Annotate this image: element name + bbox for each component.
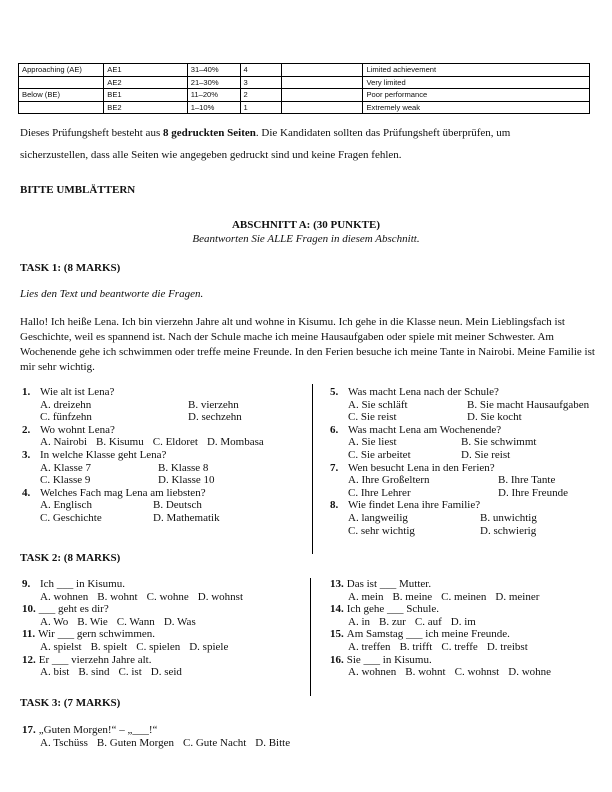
answer-options [330, 411, 610, 424]
answer-option[interactable]: A. Tschüss [40, 736, 88, 749]
question-text: Das ist ___ Mutter. [346, 578, 432, 590]
grade-cell: Very limited [363, 76, 590, 89]
answer-options [330, 449, 610, 462]
answer-options [330, 436, 610, 449]
grade-cell: 3 [240, 76, 282, 89]
answer-option[interactable]: D. Bitte [255, 736, 291, 749]
question-item [330, 499, 610, 537]
task1-left-questions [22, 386, 307, 525]
answer-option[interactable]: B. Wie [77, 615, 108, 628]
grade-cell: 2 [240, 89, 282, 102]
answer-option[interactable]: D. Sie kocht [467, 411, 522, 424]
answer-options [22, 499, 307, 512]
answer-option[interactable]: B. spielt [90, 640, 128, 653]
question-number: 10. [22, 603, 36, 616]
answer-option[interactable]: D. im [450, 615, 476, 628]
answer-option[interactable]: D. sechzehn [188, 411, 242, 424]
question-text: Ich ___ in Kisumu. [40, 578, 125, 590]
grade-table [18, 63, 590, 114]
question-text: „Guten Morgen!“ – „___!“ [38, 724, 158, 736]
task1-instruction: Lies den Text und beantworte die Fragen. [20, 288, 204, 300]
answer-option[interactable]: D. seid [150, 666, 182, 679]
reading-text: Hallo! Ich heiße Lena. Ich bin vierzehn Jahre alt und wohne in Kisumu. Ich gehe in die Klasse neun. Mein Lieblingsfach ist Geschichte, weil es spannend ist. Nach der Schule mache ich meine Hausaufgaben oder spiele mit meiner Schwester. Am Wochenende gehe ich schwimmen oder treffe meine Freunde. In den Ferien besuche ich meine Tante in Nairobi. Meine Familie ist mir sehr wichtig. [20, 316, 595, 373]
answer-options [22, 474, 307, 487]
answer-option[interactable]: C. ist [118, 666, 142, 679]
grade-cell: 11–20% [187, 89, 240, 102]
answer-option[interactable]: D. Was [163, 615, 196, 628]
column-divider [310, 578, 311, 696]
intro-line2: sicherzustellen, dass alle Seiten wie angegeben gedruckt sind und keine Fragen fehlen. [20, 149, 402, 161]
answer-option[interactable]: B. Guten Morgen [96, 736, 175, 749]
question-item [330, 424, 610, 462]
question-text: Was macht Lena am Wochenende? [348, 423, 502, 436]
answer-option[interactable]: A. dreizehn [40, 398, 92, 411]
grade-cell: 1 [240, 101, 282, 114]
answer-options [22, 399, 307, 412]
answer-options [330, 641, 610, 654]
answer-option[interactable]: B. Deutsch [153, 499, 202, 512]
turn-over-note: BITTE UMBLÄTTERN [20, 184, 136, 196]
answer-option[interactable]: C. Wann [116, 615, 155, 628]
answer-option[interactable]: D. schwierig [480, 524, 537, 537]
answer-options [330, 666, 610, 679]
question-number: 15. [330, 628, 344, 641]
grade-row [19, 76, 590, 89]
answer-option[interactable]: D. Klasse 10 [158, 474, 215, 487]
grade-row [19, 101, 590, 114]
answer-option[interactable]: C. wohne [146, 590, 189, 603]
question-item [330, 603, 610, 628]
grade-cell [282, 89, 363, 102]
question-text: Wie alt ist Lena? [40, 386, 115, 398]
answer-option[interactable]: D. spiele [189, 640, 229, 653]
answer-options [22, 436, 307, 449]
intro-text-end: . Die Kandidaten sollten das Prüfungsheft überprüfen, um [255, 127, 511, 139]
question-item [22, 487, 307, 525]
answer-option[interactable]: B. zur [379, 615, 406, 628]
answer-options [22, 641, 307, 654]
answer-option[interactable]: D. Mombasa [206, 436, 264, 449]
answer-option[interactable]: A. wohnen [40, 590, 89, 603]
question-text: Er ___ vierzehn Jahre alt. [38, 653, 152, 666]
question-text: Wen besucht Lena in den Ferien? [348, 461, 495, 474]
question-number: 7. [330, 461, 339, 474]
answer-option[interactable]: C. fünfzehn [40, 411, 92, 424]
question-number: 13. [330, 578, 344, 590]
answer-options [22, 666, 307, 679]
answer-options [22, 462, 307, 475]
question-number: 9. [22, 578, 31, 590]
answer-options [330, 474, 610, 487]
question-item [22, 578, 307, 603]
task1-title: TASK 1: (8 MARKS) [20, 262, 121, 274]
answer-options [330, 525, 610, 538]
question-item [330, 386, 610, 424]
grade-cell: AE1 [104, 64, 187, 77]
question-item [22, 654, 307, 679]
question-item [330, 654, 610, 679]
question-item [22, 603, 307, 628]
answer-option[interactable]: B. wohnt [405, 666, 446, 679]
question-item [330, 628, 610, 653]
answer-option[interactable]: B. sind [78, 666, 110, 679]
question-text: Was macht Lena nach der Schule? [348, 386, 499, 398]
grade-cell: Approaching (AE) [19, 64, 104, 77]
grade-row [19, 89, 590, 102]
answer-option[interactable]: C. treffe [441, 640, 478, 653]
task1-right-questions [330, 386, 610, 537]
task2-title: TASK 2: (8 MARKS) [20, 552, 121, 564]
grade-cell: BE2 [104, 101, 187, 114]
answer-option[interactable]: C. meinen [441, 590, 487, 603]
grade-cell: 4 [240, 64, 282, 77]
answer-option[interactable]: D. Sie reist [461, 448, 511, 461]
answer-option[interactable]: C. Klasse 9 [40, 474, 91, 487]
answer-options [330, 399, 610, 412]
answer-option[interactable]: D. wohnst [197, 590, 244, 603]
grade-cell: Limited achievement [363, 64, 590, 77]
answer-option[interactable]: A. Englisch [40, 499, 92, 512]
question-number: 1. [22, 386, 31, 398]
answer-option[interactable]: C. sehr wichtig [348, 524, 415, 537]
answer-options [22, 512, 307, 525]
question-number: 12. [22, 653, 36, 666]
grade-cell: Extremely weak [363, 101, 590, 114]
answer-option[interactable]: C. wohnst [454, 666, 500, 679]
answer-option[interactable]: B. Sie macht Hausaufgaben [467, 398, 590, 411]
answer-option[interactable]: A. Ihre Großeltern [348, 474, 430, 487]
answer-options [330, 591, 610, 604]
grade-cell: 31–40% [187, 64, 240, 77]
question-text: Sie ___ in Kisumu. [346, 653, 432, 666]
answer-options [22, 591, 307, 604]
question-number: 14. [330, 603, 344, 616]
question-item [22, 724, 582, 749]
answer-option[interactable]: C. Sie arbeitet [348, 448, 411, 461]
answer-option[interactable]: B. Klasse 8 [158, 461, 209, 474]
grade-cell: 1–10% [187, 101, 240, 114]
task2-left-questions [22, 578, 307, 679]
question-text: Wie findet Lena ihre Familie? [348, 499, 481, 512]
answer-option[interactable]: D. Ihre Freunde [498, 486, 568, 499]
answer-option[interactable]: B. vierzehn [188, 398, 239, 411]
question-number: 6. [330, 423, 339, 436]
question-text: Welches Fach mag Lena am liebsten? [40, 486, 206, 499]
grade-cell [19, 76, 104, 89]
task3-title: TASK 3: (7 MARKS) [20, 697, 121, 709]
answer-option[interactable]: C. Geschichte [40, 511, 102, 524]
answer-option[interactable]: D. treibst [486, 640, 528, 653]
question-item [330, 578, 610, 603]
grade-cell: Below (BE) [19, 89, 104, 102]
answer-option[interactable]: A. langweilig [348, 511, 408, 524]
question-number: 5. [330, 386, 339, 398]
answer-option[interactable]: D. Mathematik [153, 511, 220, 524]
intro-text: Dieses Prüfungsheft besteht aus [20, 127, 163, 139]
answer-options [22, 737, 582, 750]
answer-option[interactable]: A. mein [348, 590, 384, 603]
answer-option[interactable]: A. Sie liest [348, 436, 397, 449]
answer-option[interactable]: A. Sie schläft [348, 398, 408, 411]
column-divider [312, 384, 313, 554]
answer-options [22, 411, 307, 424]
answer-option[interactable]: C. Ihre Lehrer [348, 486, 411, 499]
answer-option[interactable]: C. spielen [136, 640, 181, 653]
question-number: 17. [22, 724, 36, 736]
answer-option[interactable]: A. Nairobi [40, 436, 88, 449]
question-item [22, 628, 307, 653]
section-subtitle: Beantworten Sie ALLE Fragen in diesem Abschnitt. [192, 233, 420, 245]
grade-cell [282, 101, 363, 114]
grade-cell: Poor performance [363, 89, 590, 102]
answer-option[interactable]: B. Kisumu [96, 436, 144, 449]
question-text: Am Samstag ___ ich meine Freunde. [346, 628, 510, 641]
grade-cell [282, 76, 363, 89]
answer-option[interactable]: D. meiner [495, 590, 540, 603]
task2-right-questions [330, 578, 610, 679]
grade-cell [19, 101, 104, 114]
answer-option[interactable]: B. Ihre Tante [498, 474, 556, 487]
question-number: 2. [22, 423, 31, 436]
answer-option[interactable]: A. Klasse 7 [40, 461, 92, 474]
answer-option[interactable]: A. Wo [40, 615, 69, 628]
question-number: 4. [22, 486, 31, 499]
question-number: 16. [330, 653, 344, 666]
answer-option[interactable]: C. auf [414, 615, 442, 628]
grade-row [19, 64, 590, 77]
question-text: Wo wohnt Lena? [40, 423, 115, 436]
question-number: 8. [330, 499, 339, 512]
question-text: ___ geht es dir? [38, 603, 109, 616]
grade-cell: AE2 [104, 76, 187, 89]
answer-option[interactable]: C. Gute Nacht [183, 736, 247, 749]
answer-options [330, 487, 610, 500]
answer-options [330, 512, 610, 525]
question-item [22, 424, 307, 449]
question-text: Wir ___ gern schwimmen. [38, 628, 156, 641]
section-title: ABSCHNITT A: (30 PUNKTE) [231, 219, 380, 231]
grade-cell: BE1 [104, 89, 187, 102]
question-item [22, 449, 307, 487]
grade-cell [282, 64, 363, 77]
answer-option[interactable]: A. spielst [40, 640, 82, 653]
question-text: Ich gehe ___ Schule. [346, 603, 439, 616]
answer-options [22, 616, 307, 629]
answer-option[interactable]: B. wohnt [97, 590, 138, 603]
question-item [330, 462, 610, 500]
question-number: 3. [22, 448, 31, 461]
grade-cell: 21–30% [187, 76, 240, 89]
answer-option[interactable]: C. Eldoret [152, 436, 198, 449]
answer-option[interactable]: B. Sie schwimmt [461, 436, 537, 449]
answer-options [330, 616, 610, 629]
answer-option[interactable]: B. unwichtig [480, 511, 537, 524]
answer-option[interactable]: B. meine [392, 590, 433, 603]
answer-option[interactable]: A. wohnen [348, 666, 397, 679]
answer-option[interactable]: A. in [348, 615, 370, 628]
answer-option[interactable]: D. wohne [508, 666, 552, 679]
task3-questions [22, 724, 582, 749]
answer-option[interactable]: A. bist [40, 666, 70, 679]
question-item [22, 386, 307, 424]
answer-option[interactable]: C. Sie reist [348, 411, 397, 424]
question-number: 11. [22, 628, 36, 641]
question-text: In welche Klasse geht Lena? [40, 448, 167, 461]
answer-option[interactable]: A. treffen [348, 640, 391, 653]
intro-bold: 8 gedruckten Seiten [162, 127, 256, 139]
answer-option[interactable]: B. trifft [399, 640, 433, 653]
intro-paragraph [20, 122, 600, 166]
